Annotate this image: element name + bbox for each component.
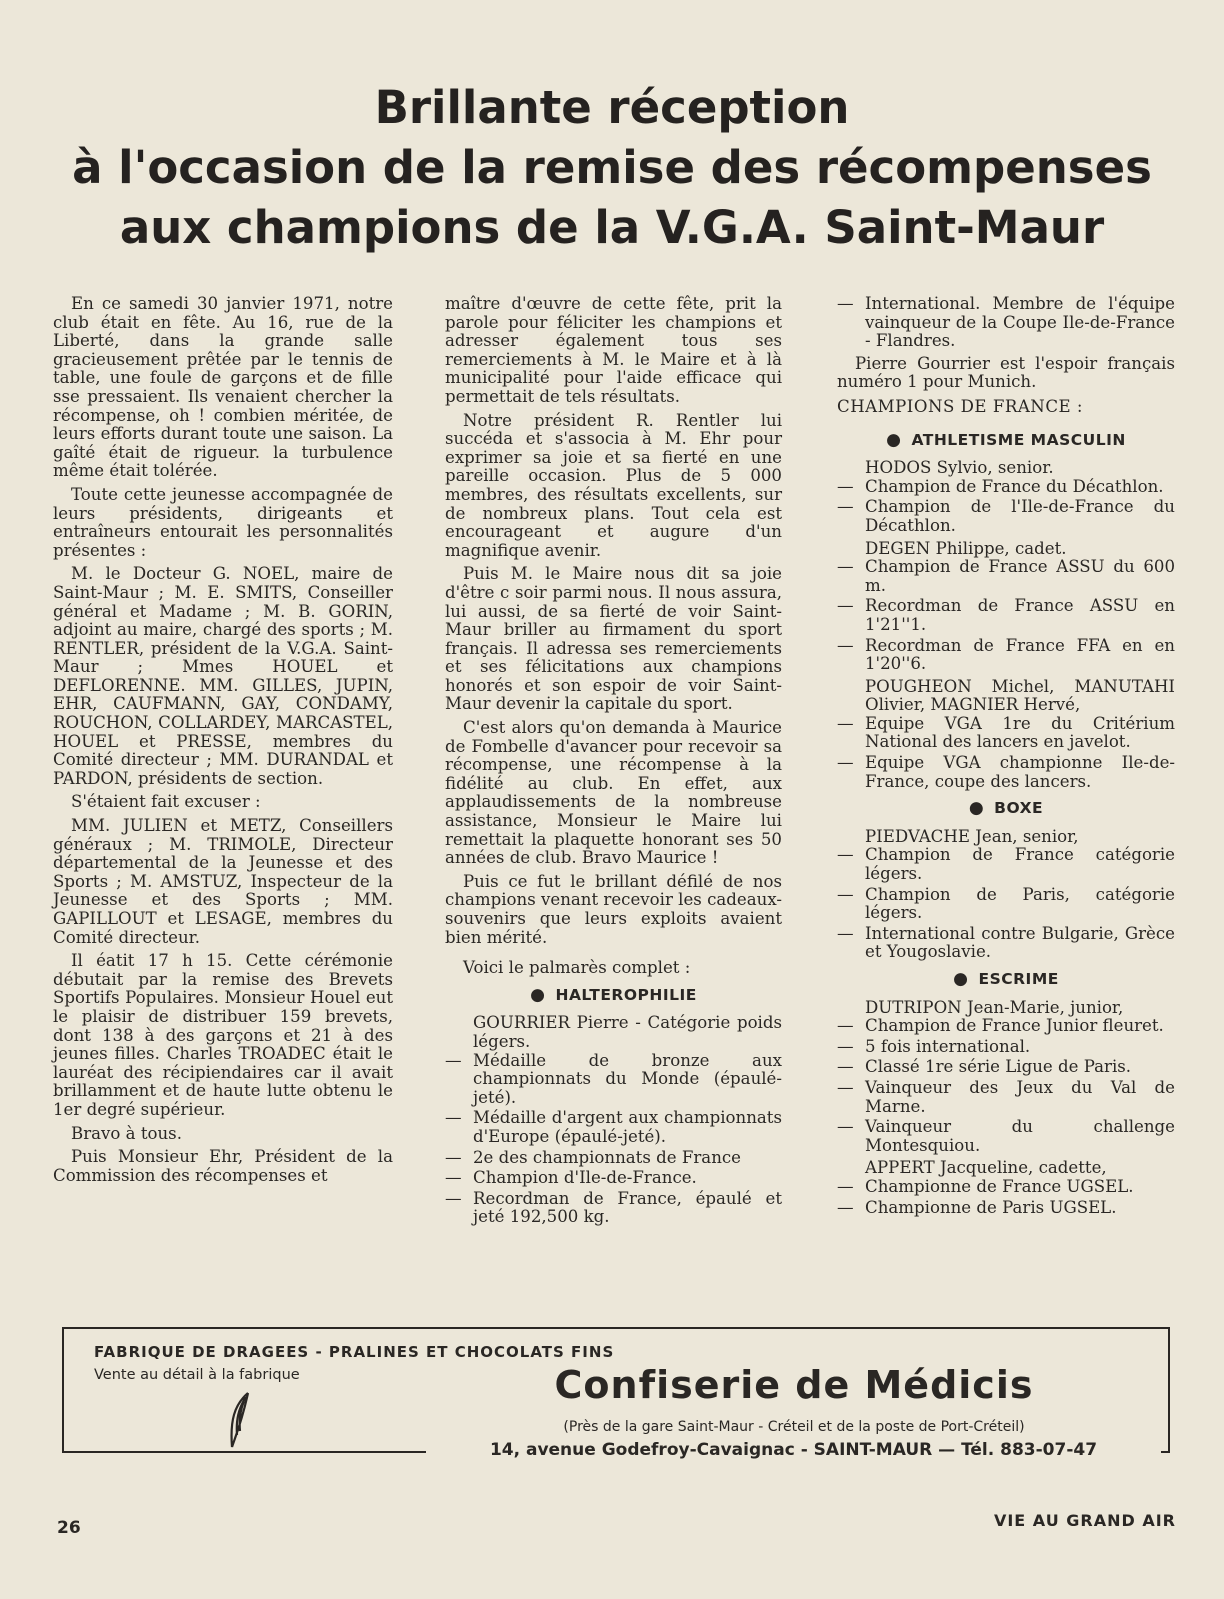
column-1 [53,295,393,1190]
list-item: — 2e des championnats de France [445,1149,782,1168]
ad-retail-note: Vente au détail à la fabrique [94,1367,300,1383]
athlete-name: DEGEN Philippe, cadet. [865,538,1067,558]
list-item: — Equipe VGA championne Ile-de-France, coupe des lancers. [837,754,1175,791]
list-item: — Champion de France du Décathlon. [837,478,1175,497]
bullet-icon: ● [530,984,546,1005]
results-list [837,1178,1175,1217]
section-heading-escrime [837,970,1175,989]
section-label: BOXE [994,799,1044,818]
list-item: — Médaille de bronze aux championnats du Monde (épaulé-jeté). [445,1052,782,1108]
list-item: — Recordman de France, épaulé et jeté 192,500 kg. [445,1190,782,1227]
shop-name: Confiserie de Médicis [554,1363,1034,1407]
list-item: — Champion d'Ile-de-France. [445,1169,782,1188]
column-3 [837,295,1175,1221]
list-item: — Classé 1re série Ligue de Paris. [837,1058,1175,1077]
advertisement-box [62,1327,1170,1460]
list-item: — Equipe VGA 1re du Critérium National des lancers en javelot. [837,715,1175,752]
athlete-name: HODOS Sylvio, senior. [865,458,1054,478]
paragraph: Il éatit 17 h 15. Cette cérémonie débutait par la remise des Brevets Sportifs Populaires. Monsieur Houel eut le plaisir de distribuer 159 brevets, dont 138 à des garçons et 21 à des jeunes filles. Charles TROADEC était le lauréat des récipiendaires car il avait brillamment et de haute lutte obtenu le 1er degré supérieur. [53,951,393,1119]
paragraph: Notre président R. Rentler lui succéda et s'associa à M. Ehr pour exprimer sa joie et sa fierté en une pareille occasion. Plus de 5 000 membres, des résultats excellents, sur de nombreux plans. Tout cela est encourageant et augure d'un magnifique avenir. [445,410,782,560]
section-label: ATHLETISME MASCULIN [911,430,1126,449]
paragraph: Toute cette jeunesse accompagnée de leurs présidents, dirigeants et entraîneurs entourait les personnalités présentes : [53,484,393,560]
title-line-3: aux champions de la V.G.A. Saint-Maur [119,201,1105,254]
list-item: — International. Membre de l'équipe vainqueur de la Coupe Ile-de-France - Flandres. [837,295,1175,351]
list-item: — Championne de Paris UGSEL. [837,1199,1175,1218]
athlete-name: PIEDVACHE Jean, senior, [865,826,1079,846]
list-item: — Champion de Paris, catégorie légers. [837,886,1175,923]
paragraph: Puis Monsieur Ehr, Président de la Commission des récompenses et [53,1147,393,1185]
results-list [445,1052,782,1227]
shop-address: 14, avenue Godefroy-Cavaignac - SAINT-MAUR — Tél. 883-07-47 [426,1440,1161,1460]
athlete-name: GOURRIER Pierre - Catégorie poids légers. [473,1013,782,1051]
results-list [837,558,1175,674]
list-item: — 5 fois international. [837,1038,1175,1057]
results-list [837,715,1175,791]
bullet-icon: ● [886,429,902,450]
list-item: — Recordman de France ASSU en 1'21''1. [837,597,1175,634]
list-item: — Champion de France ASSU du 600 m. [837,558,1175,595]
page-number: 26 [57,1518,81,1538]
title-line-2: à l'occasion de la remise des récompenses [72,141,1152,194]
athlete-name: DUTRIPON Jean-Marie, junior, [865,997,1124,1017]
paragraph: Puis M. le Maire nous dit sa joie d'être c soir parmi nous. Il nous assura, lui aussi, de sa fierté de voir Saint-Maur briller au firmament du sport français. Il adressa ses remerciements et ses félicitations aux champions honorés et son espoir de voir Saint-Maur devenir la capitale du sport. [445,564,782,714]
list-item: — International contre Bulgarie, Grèce et Yougoslavie. [837,925,1175,962]
athlete-names: POUGHEON Michel, MANUTAHI Olivier, MAGNIER Hervé, [865,676,1175,715]
title-line-1: Brillante réception [374,81,850,134]
paragraph: S'étaient fait excuser : [71,792,261,812]
paragraph: maître d'œuvre de cette fête, prit la parole pour féliciter les champions et adresser également tous ses remerciements à M. le Maire et à là municipalité pour l'aide efficace qui permettait de tels résultats. [445,294,782,406]
section-label: ESCRIME [978,970,1059,988]
list-item: — Médaille d'argent aux championnats d'Europe (épaulé-jeté). [445,1109,782,1146]
bullet-icon: ● [953,969,969,989]
paragraph: Bravo à tous. [71,1123,182,1143]
paragraph: Voici le palmarès complet : [463,958,691,978]
paragraph: Pierre Gourrier est l'espoir français numéro 1 pour Munich. [837,353,1175,392]
article-title [40,78,1184,258]
list-item: — Vainqueur des Jeux du Val de Marne. [837,1079,1175,1116]
section-heading-athletisme [837,431,1175,450]
paragraph: C'est alors qu'on demanda à Maurice de Fombelle d'avancer pour recevoir sa récompense, une récompense à la fidélité au club. En effet, aux applaudissements de la nombreuse assistance, Monsieur le Maire lui remettait la plaquette honorant ses 50 années de club. Bravo Maurice ! [445,718,782,868]
results-list [837,295,1175,351]
paragraph: Puis ce fut le brillant défilé de nos champions venant recevoir les cadeaux-souvenirs que leurs exploits avaient bien mérité. [445,871,782,947]
list-item: — Recordman de France FFA en en 1'20''6. [837,637,1175,674]
list-item: — Champion de France catégorie légers. [837,846,1175,883]
bullet-icon: ● [968,798,985,819]
paragraph: M. le Docteur G. NOEL, maire de Saint-Maur ; M. E. SMITS, Conseiller général et Madame ; M. B. GORIN, adjoint au maire, chargé des sports ; M. RENTLER, président de la V.G.A. Saint-Maur ; Mmes HOUEL et DEFLORENNE. MM. GILLES, JUPIN, EHR, CAUFMANN, GAY, CONDAMY, ROUCHON, COLLARDEY, MARCASTEL, HOUEL et PRESSE, membres du Comité directeur ; MM. DURANDAL et PARDON, présidents de section. [53,564,393,788]
shop-location-note: (Près de la gare Saint-Maur - Créteil et de la poste de Port-Créteil) [563,1419,1025,1435]
list-item: — Championne de France UGSEL. [837,1178,1175,1197]
section-heading-halterophilie [445,986,782,1005]
publication-name: VIE AU GRAND AIR [993,1511,1176,1530]
feather-icon [224,1391,254,1449]
athlete-name: APPERT Jacqueline, cadette, [865,1158,1107,1178]
results-list [837,478,1175,536]
champions-heading: CHAMPIONS DE FRANCE : [837,396,1084,416]
results-list [837,1017,1175,1155]
paragraph: En ce samedi 30 janvier 1971, notre club était en fête. Au 16, rue de la Liberté, dans la grande salle gracieusement prêtée par le tennis de table, une foule de garçons et de fille sse pressaient. Ils venaient chercher la récompense, oh ! combien méritée, de leurs efforts durant toute une saison. La gaîté était de rigueur. la turbulence même était tolérée. [53,294,393,481]
section-heading-boxe [837,799,1175,818]
list-item: — Vainqueur du challenge Montesquiou. [837,1118,1175,1155]
column-2 [445,295,782,1231]
results-list [837,846,1175,962]
list-item: — Champion de France Junior fleuret. [837,1017,1175,1036]
ad-tagline: FABRIQUE DE DRAGEES - PRALINES ET CHOCOLATS FINS [94,1343,615,1361]
paragraph: MM. JULIEN et METZ, Conseillers généraux ; M. TRIMOLE, Directeur départemental de la Jeunesse et des Sports ; M. AMSTUZ, Inspecteur de la Jeunesse et des Sports ; MM. GAPILLOUT et LESAGE, membres du Comité directeur. [53,816,393,947]
section-label: HALTEROPHILIE [555,985,697,1004]
list-item: — Champion de l'Ile-de-France du Décathlon. [837,498,1175,535]
